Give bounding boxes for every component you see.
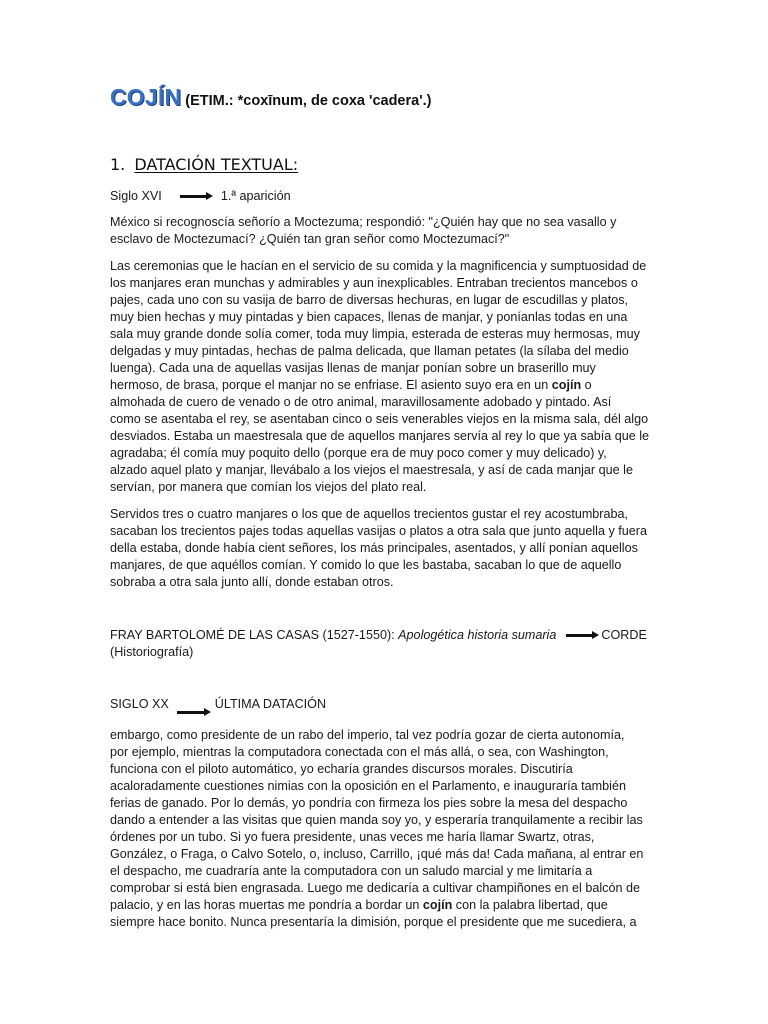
quote-paragraph-1 bbox=[110, 214, 660, 248]
text-line: esclavo de Moctezumací? ¿Quién tan gran señor como Moctezumací?" bbox=[110, 232, 510, 246]
text-line: México si recognoscía señorío a Moctezuma; respondió: "¿Quién hay que no sea vasallo y bbox=[110, 215, 617, 229]
text-line: agradaba; él comía muy poquito dello (porque era de muy poco comer y muy delicado) y, bbox=[110, 446, 607, 460]
text-line: por ejemplo, mientras la computadora conectada con el más allá, o sea, con Washington, bbox=[110, 745, 609, 759]
text-segment: hermoso, de brasa, porque el manjar no se enfriase. El asiento suyo era en un bbox=[110, 378, 552, 392]
headword: COJÍN bbox=[110, 84, 182, 110]
text-line: alzado aquel plato y manjar, llevábalo a los viejos el maestresala, y así de cada manjar que le bbox=[110, 463, 633, 477]
last-dating-label: ÚLTIMA DATACIÓN bbox=[214, 697, 327, 711]
text-line: embargo, como presidente de un rabo del imperio, tal vez podría gozar de cierta autonomía, bbox=[110, 728, 625, 742]
text-line: como se asentaba el rey, se asentaban cinco o seis venerables viejos en la misma sala, dél algo bbox=[110, 412, 649, 426]
last-dating-century: SIGLO XX bbox=[110, 697, 169, 711]
section-number: 1. bbox=[110, 155, 126, 174]
text-line: desviados. Estaba un maestresala que de aquellos manjares servía al rey lo que ya sabía que le bbox=[110, 429, 650, 443]
quote-paragraph-4 bbox=[110, 727, 660, 931]
text-line: ferias de ganado. Por lo demás, yo pondría con firmeza los pies sobre la mesa del despacho bbox=[110, 796, 628, 810]
quote-paragraph-2 bbox=[110, 258, 660, 496]
text-line: almohada de cuero de venado o de otro animal, maravillosamente adobado y pintado. Así bbox=[110, 395, 612, 409]
text-line: acaloradamente cuestiones nimias con la oposición en el Parlamento, e inauguraría también bbox=[110, 779, 626, 793]
text-line: siempre hace bonito. Nunca presentaría la dimisión, porque el presidente que me sucediera, a bbox=[110, 915, 637, 929]
text-line: González, o Fraga, o Calvo Sotelo, o, incluso, Carrillo, ¡qué más da! Cada mañana, al entrar en bbox=[110, 847, 644, 861]
etymology: (ETIM.: *coxīnum, de coxa 'cadera'.) bbox=[185, 93, 432, 109]
section-heading bbox=[110, 155, 660, 174]
arrow-right-icon bbox=[177, 708, 211, 718]
arrow-right-icon bbox=[180, 192, 213, 202]
text-line: órdenes por un tubo. Si yo fuera presidente, unas veces me haría llamar Swartz, otras, bbox=[110, 830, 595, 844]
text-segment: con la palabra libertad, que bbox=[452, 898, 608, 912]
first-dating-row bbox=[110, 188, 660, 205]
text-line bbox=[110, 377, 660, 394]
text-line: luenga). Cada una de aquellas vasijas llenas de manjar ponían sobre un braserillo muy bbox=[110, 361, 596, 375]
first-dating-label: 1.ª aparición bbox=[220, 189, 291, 203]
text-line: dando a entender a las visitas que quien manda soy yo, y esperaría tranquilamente a recibir las bbox=[110, 813, 643, 827]
text-line: servían, por manera que comían los viejos del plato real. bbox=[110, 480, 427, 494]
section-title: DATACIÓN TEXTUAL: bbox=[134, 155, 299, 174]
text-line: funciona con el piloto automático, yo echaría grandes discursos morales. Discutiría bbox=[110, 762, 573, 776]
source-work: Apologética historia sumaria bbox=[398, 628, 557, 642]
text-segment: palacio, y en las horas muertas me pondría a bordar un bbox=[110, 898, 423, 912]
text-line: muy bien hechas y muy pintadas y bien capaces, llenas de manjar, y poníanlas todas en una bbox=[110, 310, 628, 324]
source-corpus: CORDE bbox=[601, 628, 647, 642]
arrow-right-icon bbox=[566, 631, 599, 641]
text-line: delgadas y muy pintadas, hechas de palma delicada, que llaman petates (la sílaba del medio bbox=[110, 344, 629, 358]
text-line: manjares, de que aquéllos comían. Y comido lo que les bastaba, sacaban lo que de aquello bbox=[110, 558, 622, 572]
text-line: sacaban los trecientos pajes todas aquellas vasijas o platos a otra sala que junto aquella y fuera bbox=[110, 524, 647, 538]
source-author: FRAY BARTOLOMÉ DE LAS CASAS (1527-1550): bbox=[110, 628, 399, 642]
entry-title bbox=[110, 84, 660, 111]
text-line: Servidos tres o cuatro manjares o los que de aquellos trecientos gustar el rey acostumbraba, bbox=[110, 507, 629, 521]
text-line: comprobar si está bien engrasada. Luego me dedicaría a cultivar champiñones en el balcón de bbox=[110, 881, 640, 895]
text-line bbox=[110, 897, 660, 914]
text-line: sobraba a otra sala junto allí, donde estaban otros. bbox=[110, 575, 394, 589]
first-dating-century: Siglo XVI bbox=[110, 189, 162, 203]
text-line: Las ceremonias que le hacían en el servicio de su comida y la magnificencia y sumptuosidad de bbox=[110, 259, 647, 273]
text-line: pajes, cada uno con su vasija de barro de diversas hechuras, en lugar de escudillas y platos, bbox=[110, 293, 629, 307]
document-page bbox=[110, 84, 660, 931]
keyword: cojín bbox=[422, 898, 453, 912]
text-line: el despacho, me cuadraría ante la computadora con un saludo marcial y me limitaría a bbox=[110, 864, 593, 878]
source-citation bbox=[110, 627, 660, 661]
text-line: della estaba, donde había cient señores, los más principales, asentados, y allí ponían aquellos bbox=[110, 541, 638, 555]
quote-paragraph-3 bbox=[110, 506, 660, 591]
text-line: sala muy grande donde solía comer, toda muy limpia, esterada de esteras muy hermosas, muy bbox=[110, 327, 640, 341]
source-row bbox=[110, 627, 660, 644]
last-dating-row bbox=[110, 696, 660, 713]
text-segment: o bbox=[581, 378, 592, 392]
keyword: cojín bbox=[551, 378, 582, 392]
text-line: los manjares eran munchas y admirables y aun inexplicables. Entraban trecientos mancebos o bbox=[110, 276, 638, 290]
source-genre: (Historiografía) bbox=[110, 645, 194, 659]
